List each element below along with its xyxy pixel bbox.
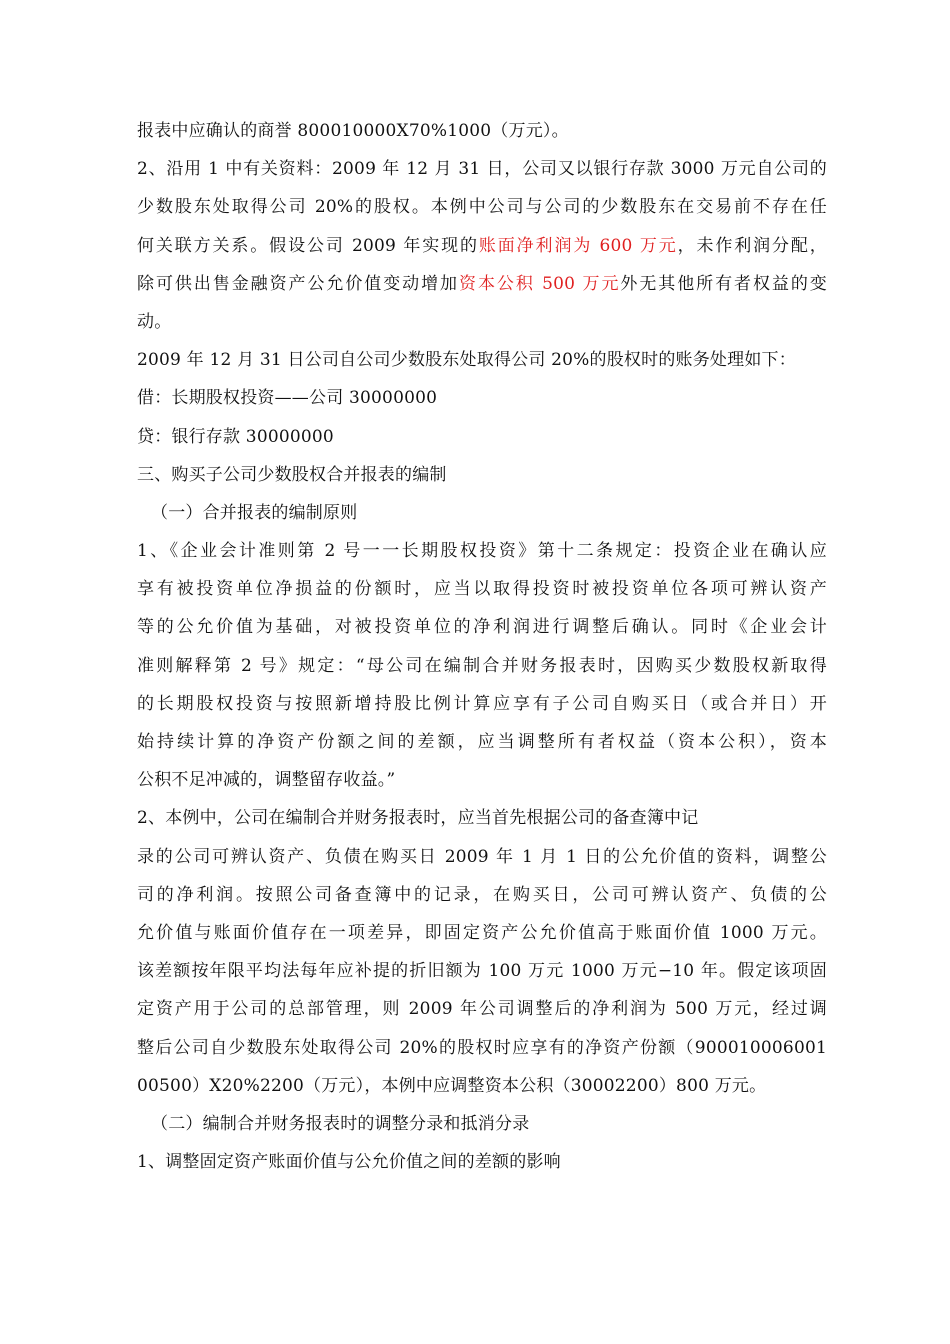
- text-line-20: 录的公司可辨认资产、负债在购买日 2009 年 1 月 1 日的公允价值的资料，调整公: [137, 846, 827, 867]
- highlight-capital-reserve: 资本公积 500 万元: [459, 273, 621, 294]
- text-line-28: 1、调整固定资产账面价值与公允价值之间的差额的影响: [137, 1152, 561, 1173]
- text-line-24: 定资产用于公司的总部管理，则 2009 年公司调整后的净利润为 500 万元，经过调: [137, 999, 827, 1020]
- text-line-12: 1、《企业会计准则第 2 号一一长期股权投资》第十二条规定：投资企业在确认应: [137, 541, 827, 562]
- subsection-heading-2: （二）编制合并财务报表时的调整分录和抵消分录: [151, 1113, 530, 1134]
- text-line-6: 动。: [137, 311, 172, 332]
- text-line-14: 等的公允价值为基础，对被投资单位的净利润进行调整后确认。同时《企业会计: [137, 617, 827, 638]
- text-line-25: 整后公司自少数股东处取得公司 20%的股权时应享有的净资产份额（900010006001: [137, 1037, 827, 1058]
- text-line-7: 2009 年 12 月 31 日公司自公司少数股东处取得公司 20%的股权时的账务处理如下：: [137, 350, 796, 371]
- text-line-23: 该差额按年限平均法每年应补提的折旧额为 100 万元 1000 万元−10 年。假定该项固: [137, 961, 827, 982]
- text-line-8: 借：长期股权投资——公司 30000000: [137, 388, 438, 409]
- text-line-16: 的长期股权投资与按照新增持股比例计算应享有子公司自购买日（或合并日）开: [137, 693, 827, 714]
- text-line-18: 公积不足冲减的，调整留存收益。”: [137, 770, 396, 791]
- text-line-26: 00500）X20%2200（万元），本例中应调整资本公积（30002200）800 万元。: [137, 1075, 767, 1096]
- text-line-9: 贷：银行存款 30000000: [137, 426, 334, 447]
- text-line-22: 允价值与账面价值存在一项差异，即固定资产公允价值高于账面价值 1000 万元。: [137, 922, 827, 943]
- text-line-13: 享有被投资单位净损益的份额时，应当以取得投资时被投资单位各项可辨认资产: [137, 579, 827, 600]
- text-line-3: 少数股东处取得公司 20%的股权。本例中公司与公司的少数股东在交易前不存在任: [137, 197, 827, 218]
- document-page: [137, 112, 827, 1181]
- highlight-net-profit: 账面净利润为 600 万元: [478, 235, 678, 256]
- text-line-19: 2、本例中，公司在编制合并财务报表时，应当首先根据公司的备查簿中记: [137, 808, 699, 829]
- text-line-15: 准则解释第 2 号》规定：“母公司在编制合并财务报表时，因购买少数股权新取得: [137, 655, 827, 676]
- text-line-2: 2、沿用 1 中有关资料：2009 年 12 月 31 日，公司又以银行存款 3000 万元自公司的: [137, 159, 827, 180]
- text-line-4: 何关联方关系。假设公司 2009 年实现的账面净利润为 600 万元，未作利润分配，: [137, 235, 827, 256]
- text-line-5: 除可供出售金融资产公允价值变动增加资本公积 500 万元外无其他所有者权益的变: [137, 273, 827, 294]
- text-line-17: 始持续计算的净资产份额之间的差额，应当调整所有者权益（资本公积），资本: [137, 732, 827, 752]
- text-line-1: 报表中应确认的商誉 800010000X70%1000（万元）。: [137, 121, 569, 141]
- section-heading-3: 三、购买子公司少数股权合并报表的编制: [137, 464, 447, 485]
- subsection-heading-1: （一）合并报表的编制原则: [151, 502, 358, 523]
- text-line-21: 司的净利润。按照公司备查簿中的记录，在购买日，公司可辨认资产、负债的公: [137, 884, 827, 905]
